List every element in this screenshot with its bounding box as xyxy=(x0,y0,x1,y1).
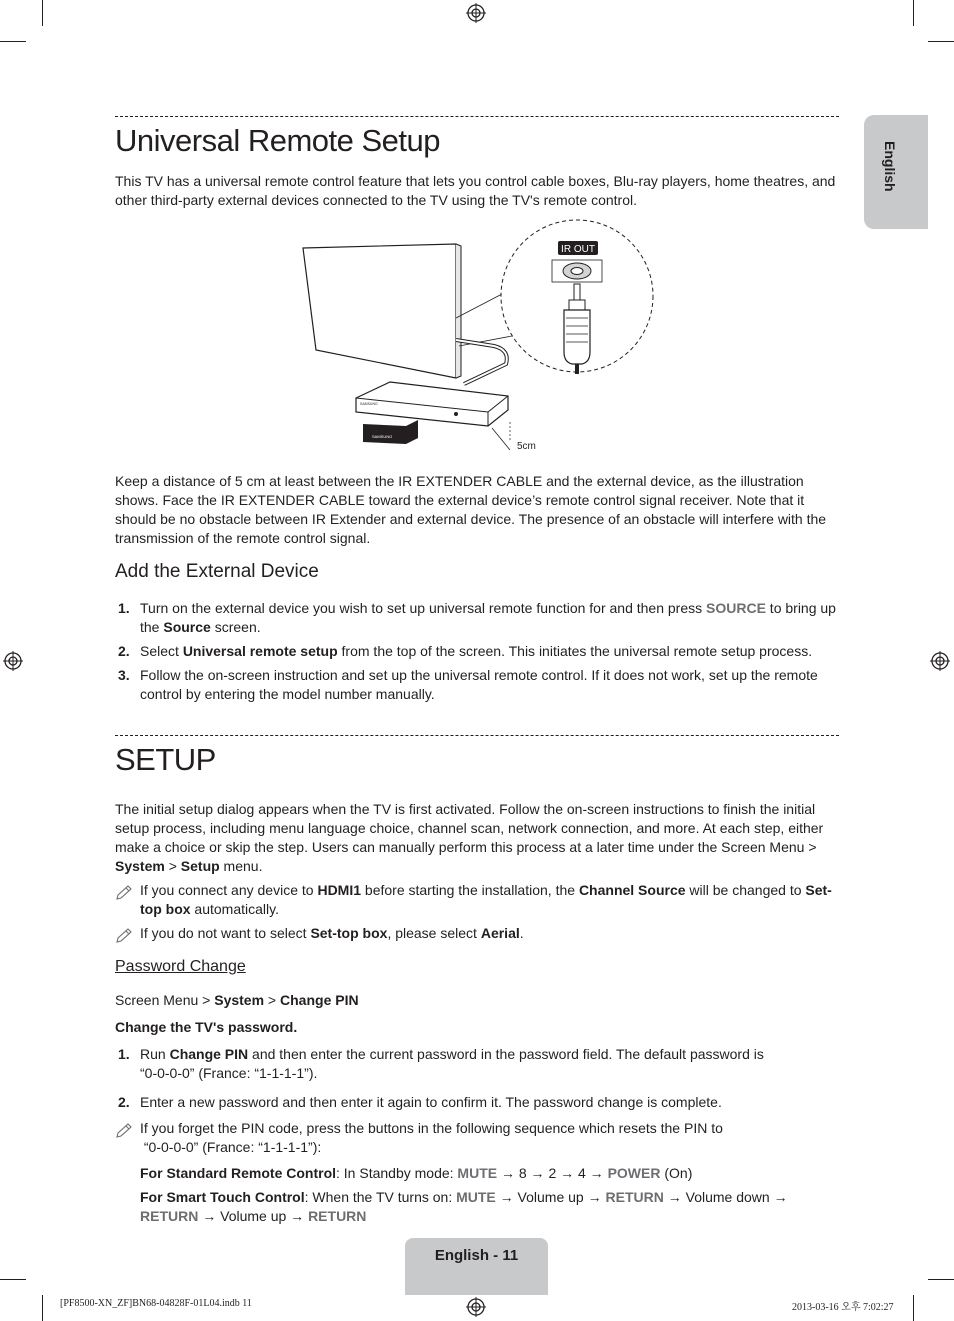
page-number-tab xyxy=(405,1238,548,1295)
list-text: Run Change PIN and then enter the current password in the password field. The default password is “0-0-0-0” (France: “1-1-1-1”). xyxy=(140,1046,764,1081)
setup-intro: The initial setup dialog appears when the TV is first activated. Follow the on-screen instructions to finish the initial setup process, including menu language choice, channel scan, network connection, and more. At each step, either make a choice or skip the step. Users can manually perform this process at a later time under the Screen Menu > System > Setup menu. xyxy=(115,801,824,874)
list-item xyxy=(115,599,840,637)
section-title-setup: SETUP xyxy=(115,742,216,777)
crop-mark xyxy=(913,0,914,26)
language-side-tab-label: English xyxy=(882,141,898,192)
set-top-box-icon xyxy=(356,382,508,426)
note-text: If you forget the PIN code, press the buttons in the following sequence which resets the PIN to “0-0-0-0” (France: “1-1-1-1”): xyxy=(140,1120,723,1155)
print-slug-right: 2013-03-16 오후 7:02:27 xyxy=(792,1302,894,1313)
subheading-add-external-device: Add the External Device xyxy=(115,561,319,582)
distance-label: 5cm xyxy=(517,441,536,452)
list-number: 1. xyxy=(118,600,130,616)
pencil-note-icon xyxy=(115,1119,135,1138)
registration-mark-icon xyxy=(466,1297,486,1317)
list-text: Follow the on-screen instruction and set up the universal remote control. If it does not work, set up the remote control by entering the model number manually. xyxy=(140,667,818,702)
list-number: 1. xyxy=(118,1046,130,1062)
standard-remote-sequence: For Standard Remote Control: In Standby mode: MUTE → 8 → 2 → 4 → POWER (On) xyxy=(140,1165,693,1181)
password-description: Change the TV's password. xyxy=(115,1019,298,1035)
audio-jack-icon xyxy=(574,284,580,300)
section-title-universal-remote: Universal Remote Setup xyxy=(115,123,440,158)
section-divider xyxy=(115,116,839,117)
language-side-tab xyxy=(864,115,928,229)
ir-out-label: IR OUT xyxy=(561,244,595,255)
registration-mark-icon xyxy=(466,3,486,23)
crop-mark xyxy=(42,0,43,26)
ir-extender-illustration xyxy=(296,218,658,458)
crop-mark xyxy=(913,1295,914,1321)
crop-mark xyxy=(42,1295,43,1321)
subheading-password-change: Password Change xyxy=(115,958,246,975)
note-item xyxy=(115,1119,840,1157)
extender-logo: SAMSUNG xyxy=(372,434,393,439)
registration-mark-icon xyxy=(930,651,950,671)
list-number: 3. xyxy=(118,667,130,683)
tv-icon xyxy=(303,244,456,378)
pencil-note-icon xyxy=(115,924,135,943)
menu-path: Screen Menu > System > Change PIN xyxy=(115,992,359,1008)
list-number: 2. xyxy=(118,643,130,659)
note-item xyxy=(115,881,840,919)
note-item xyxy=(115,924,840,943)
ir-extender-icon xyxy=(363,420,418,444)
note-text: If you do not want to select Set-top box, please select Aerial. xyxy=(140,925,524,941)
print-slug-left: [PF8500-XN_ZF]BN68-04828F-01L04.indb 11 xyxy=(60,1298,252,1309)
list-item xyxy=(115,1045,840,1083)
crop-mark xyxy=(0,41,26,42)
section-intro: This TV has a universal remote control feature that lets you control cable boxes, Blu-ray players, home theatres, and other third-party external devices connected to the TV using the TV's remote control. xyxy=(115,173,836,208)
box-logo: SAMSUNG xyxy=(360,402,378,406)
list-item xyxy=(115,666,840,704)
list-text: Enter a new password and then enter it again to confirm it. The password change is complete. xyxy=(140,1094,722,1110)
list-text: Turn on the external device you wish to set up universal remote function for and then press SOURCE to bring up the Source screen. xyxy=(140,600,836,635)
crop-mark xyxy=(0,1279,26,1280)
note-text: If you connect any device to HDMI1 before starting the installation, the Channel Source will be changed to Set-top box automatically. xyxy=(140,882,832,917)
list-item xyxy=(115,642,840,661)
registration-mark-icon xyxy=(3,651,23,671)
list-text: Select Universal remote setup from the top of the screen. This initiates the universal remote setup process. xyxy=(140,643,813,659)
pencil-note-icon xyxy=(115,881,135,900)
list-item xyxy=(115,1093,840,1112)
smart-control-sequence: For Smart Touch Control: When the TV turns on: MUTE → Volume up → RETURN → Volume down → RETURN → Volume up → RETURN xyxy=(140,1189,788,1224)
section-divider xyxy=(115,735,839,736)
crop-mark xyxy=(928,41,954,42)
distance-note: Keep a distance of 5 cm at least between the IR EXTENDER CABLE and the external device, as the illustration shows. Face the IR EXTENDER CABLE toward the external device’s remote control signal receiver. Note that it should be no obstacle between IR Extender and external device. The presence of an obstacle will interfere with the transmission of the remote control signal. xyxy=(115,473,827,546)
crop-mark xyxy=(928,1279,954,1280)
page-number-label: English - 11 xyxy=(434,1247,519,1264)
list-number: 2. xyxy=(118,1094,130,1110)
